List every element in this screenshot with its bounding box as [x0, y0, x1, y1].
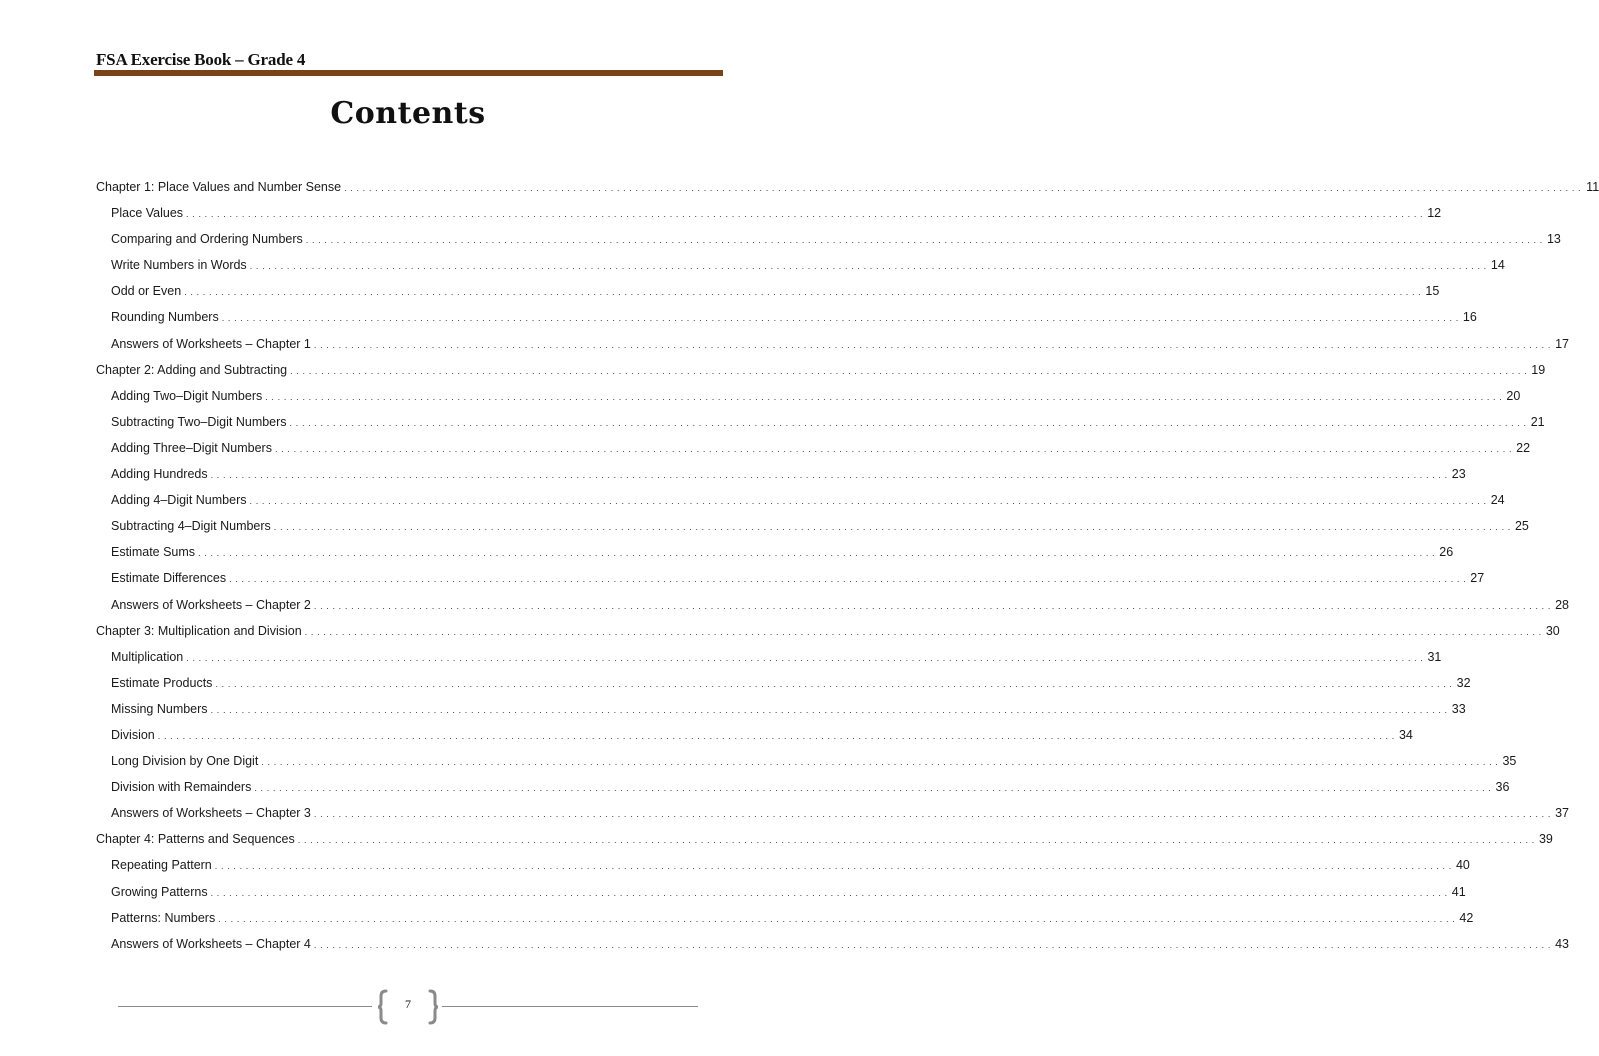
toc-dot-leader: . . . . . . . . . . . . . . . . . . . . . . . . . . . . . . . . . . . . . . . . . . . . . . . . . . . . . . . . . . . . . . . . . . . . . . . . . . . . . . . . . . . . . . . . . . . . . . . . . . . . . . . . . . . . . . . . . . . . . . . . . . . . . . . . . . . . . . . . . . . . . . . . . . . . . . . . . . . . . . . . . . . . . . . . . . . . . . . . . . . . . . . . . . . . . . . . . . . . . . . . — [265, 391, 1503, 402]
toc-dot-leader: . . . . . . . . . . . . . . . . . . . . . . . . . . . . . . . . . . . . . . . . . . . . . . . . . . . . . . . . . . . . . . . . . . . . . . . . . . . . . . . . . . . . . . . . . . . . . . . . . . . . . . . . . . . . . . . . . . . . . . . . . . . . . . . . . . . . . . . . . . . . . . . . . . . . . . . . . . . . . . . . . . . . . . . . . . . . . . . . . . . . . . . . . . . . . . . . . . . . . . . . — [304, 626, 1542, 637]
toc-entry-title: Estimate Products — [111, 675, 213, 690]
toc-dot-leader: . . . . . . . . . . . . . . . . . . . . . . . . . . . . . . . . . . . . . . . . . . . . . . . . . . . . . . . . . . . . . . . . . . . . . . . . . . . . . . . . . . . . . . . . . . . . . . . . . . . . . . . . . . . . . . . . . . . . . . . . . . . . . . . . . . . . . . . . . . . . . . . . . . . . . . . . . . . . . . . . . . . . . . . . . . . . . . . . . . . . . . . . . . . . . . . . . . . . . . . . — [186, 209, 1424, 220]
toc-section-entry[interactable] — [96, 594, 1569, 620]
toc-dot-leader: . . . . . . . . . . . . . . . . . . . . . . . . . . . . . . . . . . . . . . . . . . . . . . . . . . . . . . . . . . . . . . . . . . . . . . . . . . . . . . . . . . . . . . . . . . . . . . . . . . . . . . . . . . . . . . . . . . . . . . . . . . . . . . . . . . . . . . . . . . . . . . . . . . . . . . . . . . . . . . . . . . . . . . . . . . . . . . . . . . . . . . . . . . . . . . . . . . . . . . . . — [313, 939, 1551, 950]
toc-entry-title: Answers of Worksheets – Chapter 4 — [111, 936, 311, 951]
toc-entry-title: Chapter 2: Adding and Subtracting — [96, 362, 288, 377]
toc-chapter-entry[interactable] — [96, 620, 1560, 646]
toc-dot-leader: . . . . . . . . . . . . . . . . . . . . . . . . . . . . . . . . . . . . . . . . . . . . . . . . . . . . . . . . . . . . . . . . . . . . . . . . . . . . . . . . . . . . . . . . . . . . . . . . . . . . . . . . . . . . . . . . . . . . . . . . . . . . . . . . . . . . . . . . . . . . . . . . . . . . . . . . . . . . . . . . . . . . . . . . . . . . . . . . . . . . . . . . . . . . . . . . . . . . . . . . — [198, 548, 1436, 559]
toc-section-entry[interactable] — [96, 489, 1505, 515]
toc-section-entry[interactable] — [96, 933, 1569, 959]
toc-section-entry[interactable] — [96, 280, 1440, 306]
toc-section-entry[interactable] — [96, 881, 1466, 907]
footer-line-left — [118, 1006, 372, 1007]
toc-page-number: 36 — [1495, 780, 1510, 795]
toc-dot-leader: . . . . . . . . . . . . . . . . . . . . . . . . . . . . . . . . . . . . . . . . . . . . . . . . . . . . . . . . . . . . . . . . . . . . . . . . . . . . . . . . . . . . . . . . . . . . . . . . . . . . . . . . . . . . . . . . . . . . . . . . . . . . . . . . . . . . . . . . . . . . . . . . . . . . . . . . . . . . . . . . . . . . . . . . . . . . . . . . . . . . . . . . . . . . . . . . . . . . . . . . — [157, 730, 1395, 741]
toc-section-entry[interactable] — [96, 385, 1521, 411]
toc-dot-leader: . . . . . . . . . . . . . . . . . . . . . . . . . . . . . . . . . . . . . . . . . . . . . . . . . . . . . . . . . . . . . . . . . . . . . . . . . . . . . . . . . . . . . . . . . . . . . . . . . . . . . . . . . . . . . . . . . . . . . . . . . . . . . . . . . . . . . . . . . . . . . . . . . . . . . . . . . . . . . . . . . . . . . . . . . . . . . . . . . . . . . . . . . . . . . . . . . . . . . . . . — [274, 443, 1513, 454]
toc-section-entry[interactable] — [96, 776, 1510, 802]
toc-page-number: 40 — [1455, 858, 1470, 873]
toc-entry-title: Adding 4–Digit Numbers — [111, 493, 247, 508]
toc-section-entry[interactable] — [96, 802, 1569, 828]
toc-page-number: 12 — [1427, 206, 1442, 221]
toc-dot-leader: . . . . . . . . . . . . . . . . . . . . . . . . . . . . . . . . . . . . . . . . . . . . . . . . . . . . . . . . . . . . . . . . . . . . . . . . . . . . . . . . . . . . . . . . . . . . . . . . . . . . . . . . . . . . . . . . . . . . . . . . . . . . . . . . . . . . . . . . . . . . . . . . . . . . . . . . . . . . . . . . . . . . . . . . . . . . . . . . . . . . . . . . . . . . . . . . . . . . . . . . — [184, 287, 1422, 298]
toc-entry-title: Odd or Even — [111, 284, 182, 299]
toc-page-number: 37 — [1555, 806, 1569, 821]
toc-page-number: 19 — [1531, 362, 1546, 377]
toc-entry-title: Multiplication — [111, 649, 184, 664]
toc-entry-title: Adding Two–Digit Numbers — [111, 388, 263, 403]
toc-entry-title: Subtracting 4–Digit Numbers — [111, 519, 271, 534]
toc-dot-leader: . . . . . . . . . . . . . . . . . . . . . . . . . . . . . . . . . . . . . . . . . . . . . . . . . . . . . . . . . . . . . . . . . . . . . . . . . . . . . . . . . . . . . . . . . . . . . . . . . . . . . . . . . . . . . . . . . . . . . . . . . . . . . . . . . . . . . . . . . . . . . . . . . . . . . . . . . . . . . . . . . . . . . . . . . . . . . . . . . . . . . . . . . . . . . . . . . . . . . . . . — [214, 861, 1452, 872]
toc-page-number: 30 — [1545, 623, 1560, 638]
toc-entry-title: Chapter 3: Multiplication and Division — [96, 623, 302, 638]
header-rule — [94, 70, 723, 76]
toc-dot-leader: . . . . . . . . . . . . . . . . . . . . . . . . . . . . . . . . . . . . . . . . . . . . . . . . . . . . . . . . . . . . . . . . . . . . . . . . . . . . . . . . . . . . . . . . . . . . . . . . . . . . . . . . . . . . . . . . . . . . . . . . . . . . . . . . . . . . . . . . . . . . . . . . . . . . . . . . . . . . . . . . . . . . . . . . . . . . . . . . . . . . . . . . . . . . . . . . . . . . . . . . — [210, 470, 1448, 481]
toc-dot-leader: . . . . . . . . . . . . . . . . . . . . . . . . . . . . . . . . . . . . . . . . . . . . . . . . . . . . . . . . . . . . . . . . . . . . . . . . . . . . . . . . . . . . . . . . . . . . . . . . . . . . . . . . . . . . . . . . . . . . . . . . . . . . . . . . . . . . . . . . . . . . . . . . . . . . . . . . . . . . . . . . . . . . . . . . . . . . . . . . . . . . . . . . . . . . . . . . . . . . . . . . — [210, 887, 1448, 898]
toc-entry-title: Chapter 4: Patterns and Sequences — [96, 832, 295, 847]
toc-section-entry[interactable] — [96, 724, 1413, 750]
toc-section-entry[interactable] — [96, 672, 1471, 698]
toc-page-number: 20 — [1506, 388, 1521, 403]
toc-entry-title: Estimate Differences — [111, 571, 227, 586]
toc-section-entry[interactable] — [96, 306, 1477, 332]
toc-page-number: 33 — [1451, 701, 1466, 716]
toc-chapter-entry[interactable] — [96, 359, 1546, 385]
toc-dot-leader: . . . . . . . . . . . . . . . . . . . . . . . . . . . . . . . . . . . . . . . . . . . . . . . . . . . . . . . . . . . . . . . . . . . . . . . . . . . . . . . . . . . . . . . . . . . . . . . . . . . . . . . . . . . . . . . . . . . . . . . . . . . . . . . . . . . . . . . . . . . . . . . . . . . . . . . . . . . . . . . . . . . . . . . . . . . . . . . . . . . . . . . . . . . . . . . . . . . . . . . . — [210, 704, 1448, 715]
toc-entry-title: Write Numbers in Words — [111, 258, 247, 273]
toc-entry-title: Adding Hundreds — [111, 467, 208, 482]
toc-page-number: 23 — [1451, 467, 1466, 482]
toc-entry-title: Growing Patterns — [111, 884, 208, 899]
toc-dot-leader: . . . . . . . . . . . . . . . . . . . . . . . . . . . . . . . . . . . . . . . . . . . . . . . . . . . . . . . . . . . . . . . . . . . . . . . . . . . . . . . . . . . . . . . . . . . . . . . . . . . . . . . . . . . . . . . . . . . . . . . . . . . . . . . . . . . . . . . . . . . . . . . . . . . . . . . . . . . . . . . . . . . . . . . . . . . . . . . . . . . . . . . . . . . . . . . . . . . . . . . . — [254, 783, 1492, 794]
toc-page-number: 24 — [1490, 493, 1505, 508]
header-title: FSA Exercise Book – Grade 4 — [96, 50, 306, 69]
toc-entry-title: Answers of Worksheets – Chapter 1 — [111, 336, 311, 351]
toc-page-number: 14 — [1490, 258, 1505, 273]
toc-page-number: 43 — [1555, 936, 1569, 951]
toc-entry-title: Adding Three–Digit Numbers — [111, 440, 272, 455]
toc-section-entry[interactable] — [96, 541, 1454, 567]
toc-dot-leader: . . . . . . . . . . . . . . . . . . . . . . . . . . . . . . . . . . . . . . . . . . . . . . . . . . . . . . . . . . . . . . . . . . . . . . . . . . . . . . . . . . . . . . . . . . . . . . . . . . . . . . . . . . . . . . . . . . . . . . . . . . . . . . . . . . . . . . . . . . . . . . . . . . . . . . . . . . . . . . . . . . . . . . . . . . . . . . . . . . . . . . . . . . . . . . . . . . . . . . . . — [313, 809, 1551, 820]
toc-page-number: 15 — [1425, 284, 1440, 299]
toc-dot-leader: . . . . . . . . . . . . . . . . . . . . . . . . . . . . . . . . . . . . . . . . . . . . . . . . . . . . . . . . . . . . . . . . . . . . . . . . . . . . . . . . . . . . . . . . . . . . . . . . . . . . . . . . . . . . . . . . . . . . . . . . . . . . . . . . . . . . . . . . . . . . . . . . . . . . . . . . . . . . . . . . . . . . . . . . . . . . . . . . . . . . . . . . . . . . . . . . . . . . . . . . — [249, 261, 1487, 272]
toc-dot-leader: . . . . . . . . . . . . . . . . . . . . . . . . . . . . . . . . . . . . . . . . . . . . . . . . . . . . . . . . . . . . . . . . . . . . . . . . . . . . . . . . . . . . . . . . . . . . . . . . . . . . . . . . . . . . . . . . . . . . . . . . . . . . . . . . . . . . . . . . . . . . . . . . . . . . . . . . . . . . . . . . . . . . . . . . . . . . . . . . . . . . . . . . . . . . . . . . . . . . . . . . — [186, 652, 1424, 663]
toc-entry-title: Estimate Sums — [111, 545, 196, 560]
toc-page-number: 21 — [1530, 414, 1545, 429]
toc-dot-leader: . . . . . . . . . . . . . . . . . . . . . . . . . . . . . . . . . . . . . . . . . . . . . . . . . . . . . . . . . . . . . . . . . . . . . . . . . . . . . . . . . . . . . . . . . . . . . . . . . . . . . . . . . . . . . . . . . . . . . . . . . . . . . . . . . . . . . . . . . . . . . . . . . . . . . . . . . . . . . . . . . . . . . . . . . . . . . . . . . . . . . . . . . . . . . . . . . . . . . . . . — [344, 183, 1582, 193]
toc-page-number: 32 — [1456, 675, 1471, 690]
toc-page-number: 34 — [1398, 727, 1413, 742]
toc-chapter-entry[interactable] — [96, 176, 1599, 202]
toc-dot-leader: . . . . . . . . . . . . . . . . . . . . . . . . . . . . . . . . . . . . . . . . . . . . . . . . . . . . . . . . . . . . . . . . . . . . . . . . . . . . . . . . . . . . . . . . . . . . . . . . . . . . . . . . . . . . . . . . . . . . . . . . . . . . . . . . . . . . . . . . . . . . . . . . . . . . . . . . . . . . . . . . . . . . . . . . . . . . . . . . . . . . . . . . . . . . . . . . . . . . . . . . — [261, 757, 1499, 768]
toc-entry-title: Comparing and Ordering Numbers — [111, 232, 303, 247]
toc-dot-leader: . . . . . . . . . . . . . . . . . . . . . . . . . . . . . . . . . . . . . . . . . . . . . . . . . . . . . . . . . . . . . . . . . . . . . . . . . . . . . . . . . . . . . . . . . . . . . . . . . . . . . . . . . . . . . . . . . . . . . . . . . . . . . . . . . . . . . . . . . . . . . . . . . . . . . . . . . . . . . . . . . . . . . . . . . . . . . . . . . . . . . . . . . . . . . . . . . . . . . . . . — [273, 522, 1511, 533]
toc-entry-title: Division with Remainders — [111, 780, 252, 795]
toc-entry-title: Rounding Numbers — [111, 310, 219, 325]
toc-section-entry[interactable] — [96, 202, 1442, 228]
toc-dot-leader: . . . . . . . . . . . . . . . . . . . . . . . . . . . . . . . . . . . . . . . . . . . . . . . . . . . . . . . . . . . . . . . . . . . . . . . . . . . . . . . . . . . . . . . . . . . . . . . . . . . . . . . . . . . . . . . . . . . . . . . . . . . . . . . . . . . . . . . . . . . . . . . . . . . . . . . . . . . . . . . . . . . . . . . . . . . . . . . . . . . . . . . . . . . . . . . . . . . . . . . . — [297, 835, 1535, 846]
toc-entry-title: Patterns: Numbers — [111, 910, 216, 925]
toc-page-number: 11 — [1586, 180, 1599, 194]
toc-section-entry[interactable] — [96, 854, 1470, 880]
toc-page-number: 28 — [1555, 597, 1569, 612]
toc-section-entry[interactable] — [96, 646, 1442, 672]
toc-page-number: 17 — [1555, 336, 1569, 351]
toc-dot-leader: . . . . . . . . . . . . . . . . . . . . . . . . . . . . . . . . . . . . . . . . . . . . . . . . . . . . . . . . . . . . . . . . . . . . . . . . . . . . . . . . . . . . . . . . . . . . . . . . . . . . . . . . . . . . . . . . . . . . . . . . . . . . . . . . . . . . . . . . . . . . . . . . . . . . . . . . . . . . . . . . . . . . . . . . . . . . . . . . . . . . . . . . . . . . . . . . . . . . . . . . — [305, 235, 1543, 246]
toc-section-entry[interactable] — [96, 515, 1529, 541]
toc-section-entry[interactable] — [96, 437, 1531, 463]
toc-page-number: 22 — [1516, 440, 1531, 455]
toc-entry-title: Chapter 1: Place Values and Number Sense — [96, 180, 342, 194]
toc-section-entry[interactable] — [96, 411, 1545, 437]
page-title: Contents — [330, 96, 486, 131]
toc-dot-leader: . . . . . . . . . . . . . . . . . . . . . . . . . . . . . . . . . . . . . . . . . . . . . . . . . . . . . . . . . . . . . . . . . . . . . . . . . . . . . . . . . . . . . . . . . . . . . . . . . . . . . . . . . . . . . . . . . . . . . . . . . . . . . . . . . . . . . . . . . . . . . . . . . . . . . . . . . . . . . . . . . . . . . . . . . . . . . . . . . . . . . . . . . . . . . . . . . . . . . . . . — [218, 913, 1456, 924]
toc-dot-leader: . . . . . . . . . . . . . . . . . . . . . . . . . . . . . . . . . . . . . . . . . . . . . . . . . . . . . . . . . . . . . . . . . . . . . . . . . . . . . . . . . . . . . . . . . . . . . . . . . . . . . . . . . . . . . . . . . . . . . . . . . . . . . . . . . . . . . . . . . . . . . . . . . . . . . . . . . . . . . . . . . . . . . . . . . . . . . . . . . . . . . . . . . . . . . . . . . . . . . . . . — [215, 678, 1453, 689]
toc-section-entry[interactable] — [96, 333, 1569, 359]
toc-page-number: 39 — [1538, 832, 1553, 847]
toc-section-entry[interactable] — [96, 228, 1561, 254]
footer-line-right — [442, 1006, 698, 1007]
toc-dot-leader: . . . . . . . . . . . . . . . . . . . . . . . . . . . . . . . . . . . . . . . . . . . . . . . . . . . . . . . . . . . . . . . . . . . . . . . . . . . . . . . . . . . . . . . . . . . . . . . . . . . . . . . . . . . . . . . . . . . . . . . . . . . . . . . . . . . . . . . . . . . . . . . . . . . . . . . . . . . . . . . . . . . . . . . . . . . . . . . . . . . . . . . . . . . . . . . . . . . . . . . . — [249, 496, 1487, 507]
table-of-contents — [96, 176, 1599, 959]
toc-section-entry[interactable] — [96, 750, 1517, 776]
toc-entry-title: Subtracting Two–Digit Numbers — [111, 414, 287, 429]
toc-dot-leader: . . . . . . . . . . . . . . . . . . . . . . . . . . . . . . . . . . . . . . . . . . . . . . . . . . . . . . . . . . . . . . . . . . . . . . . . . . . . . . . . . . . . . . . . . . . . . . . . . . . . . . . . . . . . . . . . . . . . . . . . . . . . . . . . . . . . . . . . . . . . . . . . . . . . . . . . . . . . . . . . . . . . . . . . . . . . . . . . . . . . . . . . . . . . . . . . . . . . . . . . — [313, 600, 1551, 611]
toc-page-number: 41 — [1451, 884, 1466, 899]
toc-entry-title: Answers of Worksheets – Chapter 3 — [111, 806, 311, 821]
toc-page-number: 35 — [1502, 754, 1517, 769]
toc-section-entry[interactable] — [96, 463, 1466, 489]
toc-section-entry[interactable] — [96, 907, 1474, 933]
toc-page-number: 13 — [1546, 232, 1561, 247]
toc-page-number: 42 — [1459, 910, 1474, 925]
toc-page-number: 25 — [1514, 519, 1529, 534]
toc-entry-title: Long Division by One Digit — [111, 754, 259, 769]
toc-dot-leader: . . . . . . . . . . . . . . . . . . . . . . . . . . . . . . . . . . . . . . . . . . . . . . . . . . . . . . . . . . . . . . . . . . . . . . . . . . . . . . . . . . . . . . . . . . . . . . . . . . . . . . . . . . . . . . . . . . . . . . . . . . . . . . . . . . . . . . . . . . . . . . . . . . . . . . . . . . . . . . . . . . . . . . . . . . . . . . . . . . . . . . . . . . . . . . . . . . . . . . . . — [289, 417, 1527, 428]
toc-section-entry[interactable] — [96, 698, 1466, 724]
toc-dot-leader: . . . . . . . . . . . . . . . . . . . . . . . . . . . . . . . . . . . . . . . . . . . . . . . . . . . . . . . . . . . . . . . . . . . . . . . . . . . . . . . . . . . . . . . . . . . . . . . . . . . . . . . . . . . . . . . . . . . . . . . . . . . . . . . . . . . . . . . . . . . . . . . . . . . . . . . . . . . . . . . . . . . . . . . . . . . . . . . . . . . . . . . . . . . . . . . . . . . . . . . . — [221, 313, 1459, 324]
toc-entry-title: Repeating Pattern — [111, 858, 212, 873]
toc-section-entry[interactable] — [96, 254, 1505, 280]
toc-dot-leader: . . . . . . . . . . . . . . . . . . . . . . . . . . . . . . . . . . . . . . . . . . . . . . . . . . . . . . . . . . . . . . . . . . . . . . . . . . . . . . . . . . . . . . . . . . . . . . . . . . . . . . . . . . . . . . . . . . . . . . . . . . . . . . . . . . . . . . . . . . . . . . . . . . . . . . . . . . . . . . . . . . . . . . . . . . . . . . . . . . . . . . . . . . . . . . . . . . . . . . . . — [229, 574, 1467, 585]
toc-entry-title: Division — [111, 727, 155, 742]
page-number: 7 — [405, 997, 411, 1011]
toc-section-entry[interactable] — [96, 567, 1485, 593]
toc-page-number: 26 — [1439, 545, 1454, 560]
toc-page-number: 31 — [1427, 649, 1442, 664]
toc-page-number: 16 — [1462, 310, 1477, 325]
toc-entry-title: Missing Numbers — [111, 701, 208, 716]
toc-chapter-entry[interactable] — [96, 828, 1553, 854]
toc-page-number: 27 — [1470, 571, 1485, 586]
toc-entry-title: Answers of Worksheets – Chapter 2 — [111, 597, 311, 612]
toc-dot-leader: . . . . . . . . . . . . . . . . . . . . . . . . . . . . . . . . . . . . . . . . . . . . . . . . . . . . . . . . . . . . . . . . . . . . . . . . . . . . . . . . . . . . . . . . . . . . . . . . . . . . . . . . . . . . . . . . . . . . . . . . . . . . . . . . . . . . . . . . . . . . . . . . . . . . . . . . . . . . . . . . . . . . . . . . . . . . . . . . . . . . . . . . . . . . . . . . . . . . . . . . — [290, 365, 1528, 376]
toc-entry-title: Place Values — [111, 206, 184, 221]
toc-dot-leader: . . . . . . . . . . . . . . . . . . . . . . . . . . . . . . . . . . . . . . . . . . . . . . . . . . . . . . . . . . . . . . . . . . . . . . . . . . . . . . . . . . . . . . . . . . . . . . . . . . . . . . . . . . . . . . . . . . . . . . . . . . . . . . . . . . . . . . . . . . . . . . . . . . . . . . . . . . . . . . . . . . . . . . . . . . . . . . . . . . . . . . . . . . . . . . . . . . . . . . . . — [313, 339, 1551, 350]
